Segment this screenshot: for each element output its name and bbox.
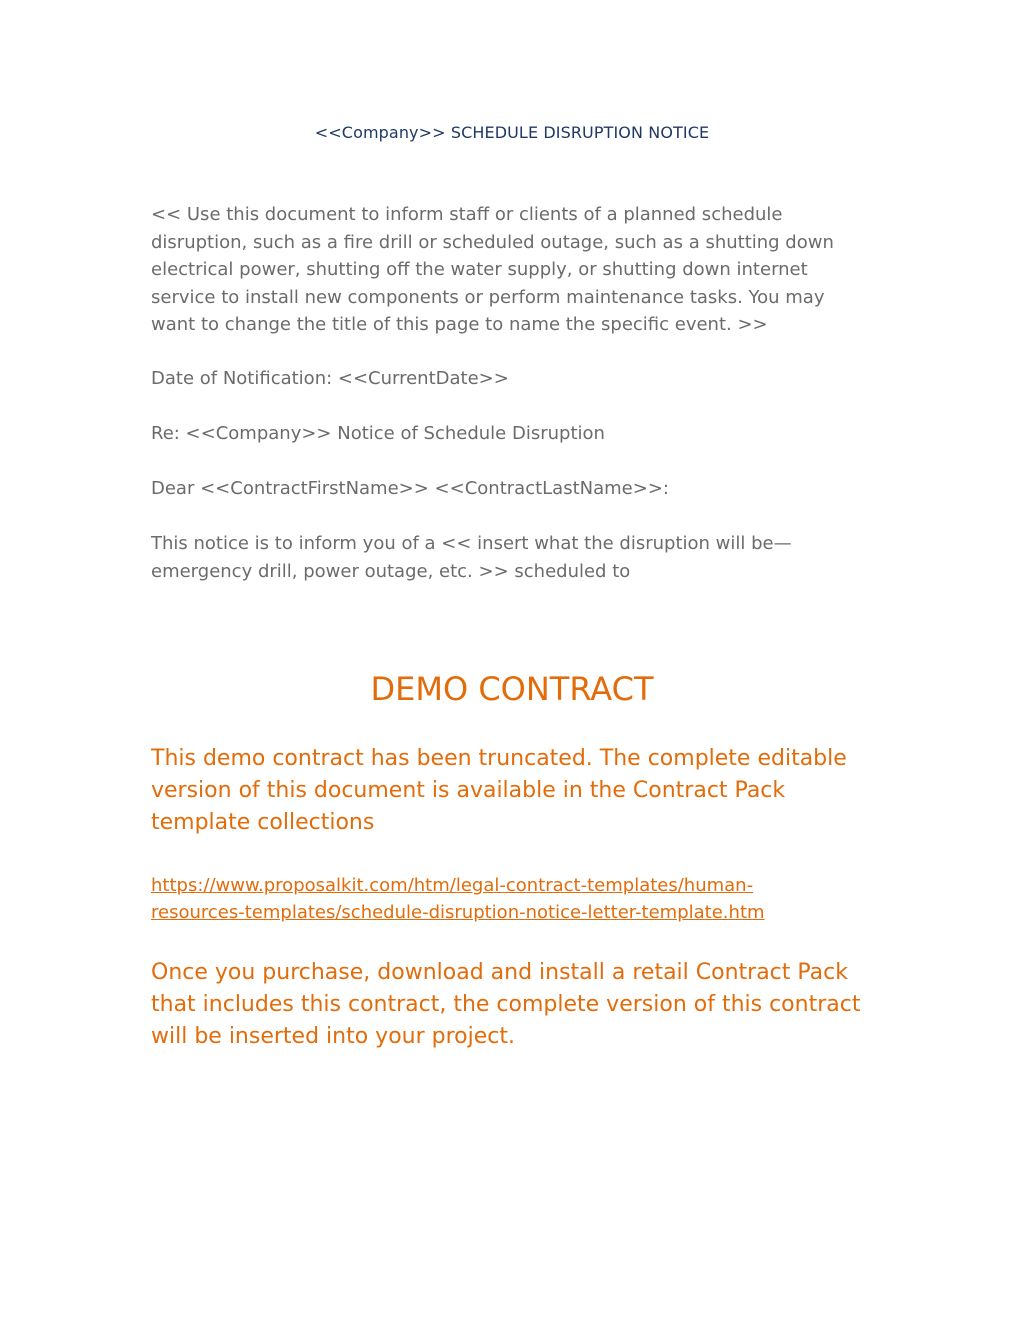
date-of-notification: Date of Notification: <<CurrentDate>> (151, 368, 509, 389)
link-line-2[interactable]: resources-templates/schedule-disruption-notice-letter-template.htm (151, 902, 765, 923)
contract-template-link[interactable] (151, 872, 873, 926)
notice-paragraph: This notice is to inform you of a << insert what the disruption will be—emergency drill, power outage, etc. >> scheduled to (151, 533, 792, 582)
subject-line: Re: <<Company>> Notice of Schedule Disruption (151, 423, 605, 444)
salutation: Dear <<ContractFirstName>> <<ContractLastName>>: (151, 478, 669, 499)
document-header-title: <<Company>> SCHEDULE DISRUPTION NOTICE (314, 123, 710, 142)
demo-contract-title: DEMO CONTRACT (370, 670, 654, 708)
link-line-1[interactable]: https://www.proposalkit.com/htm/legal-contract-templates/human- (151, 875, 754, 896)
closing-notice: Once you purchase, download and install a retail Contract Pack that includes this contract, the complete version of this contract will be inserted into your project. (151, 960, 861, 1049)
instructions-paragraph: << Use this document to inform staff or clients of a planned schedule disruption, such as a fire drill or scheduled outage, such as a shutting down electrical power, shutting off the water supply, or shutting down internet service to install new components or perform maintenance tasks. You may want to change the title of this page to name the specific event. >> (151, 204, 834, 335)
truncated-notice: This demo contract has been truncated. The complete editable version of this document is available in the Contract Pack template collections (151, 746, 847, 835)
